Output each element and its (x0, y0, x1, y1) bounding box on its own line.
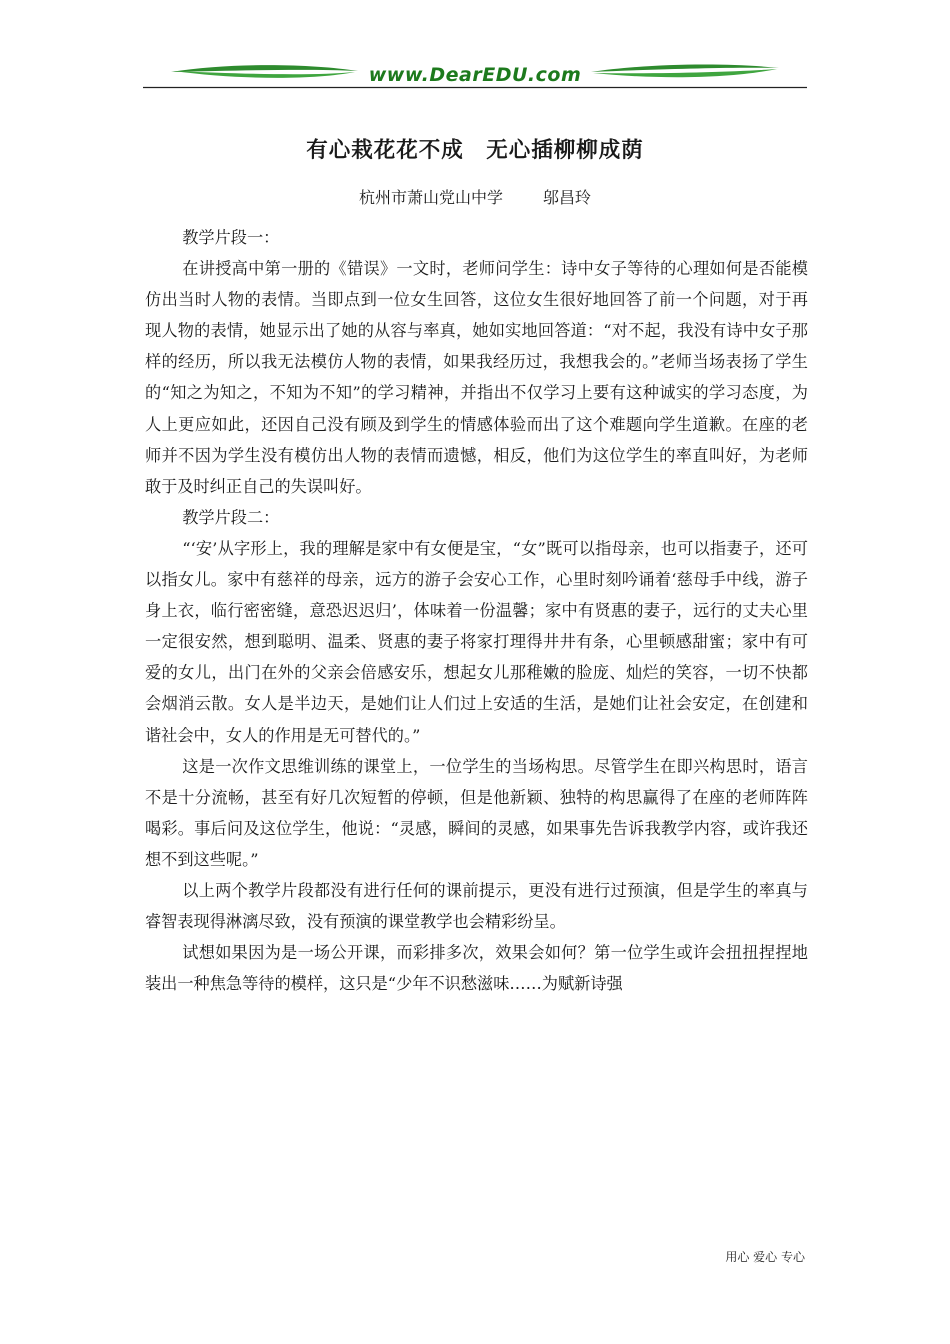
article-title: 有心栽花花不成 无心插柳柳成荫 (306, 138, 644, 163)
body-paragraph: “‘安’从字形上，我的理解是家中有女便是宝，“女”既可以指母亲，也可以指妻子，还可以指女儿。家中有慈祥的母亲，远方的游子会安心工作，心里时刻吟诵着‘慈母手中线，游子身上衣，临行密密缝，意恐迟迟归’，体味着一份温馨；家中有贤惠的妻子，远行的丈夫心里一定很安然，想到聪明、温柔、贤惠的妻子将家打理得井井有条，心里顿感甜蜜；家中有可爱的女儿，出门在外的父亲会倍感安乐，想起女儿那稚嫩的脸庞、灿烂的笑容，一切不快都会烟消云散。女人是半边天，是她们让人们过上安适的生活，是她们让社会安定，在创建和谐社会中，女人的作用是无可替代的。” (145, 538, 808, 745)
body-paragraph: 这是一次作文思维训练的课堂上，一位学生的当场构思。尽管学生在即兴构思时，语言不是十分流畅，甚至有好几次短暂的停顿，但是他新颖、独特的构思赢得了在座的老师阵阵喝彩。事后问及这位学生，他说：“灵感，瞬间的灵感，如果事先告诉我教学内容，或许我还想不到这些呢。” (145, 756, 808, 869)
author-name: 邬昌玲 (543, 188, 592, 207)
body-paragraph: 试想如果因为是一场公开课，而彩排多次，效果会如何？第一位学生或许会扭扭捏捏地装出一种焦急等待的模样，这只是“少年不识愁滋味……为赋新诗强 (145, 943, 808, 994)
page-footer: 用心 爱心 专心 (725, 1250, 805, 1264)
section-heading: 教学片段一： (182, 228, 280, 247)
body-paragraph: 在讲授高中第一册的《错误》一文时，老师问学生：诗中女子等待的心理如何是否能模仿出当时人物的表情。当即点到一位女生回答，这位女生很好地回答了前一个问题，对于再现人物的表情，她显示出了她的从容与率真，她如实地回答道：“对不起，我没有诗中女子那样的经历，所以我无法模仿人物的表情，如果我经历过，我想我会的。”老师当场表扬了学生的“知之为知之，不知为不知”的学习精神，并指出不仅学习上要有这种诚实的学习态度，为人上更应如此，还因自己没有顾及到学生的情感体验而出了这个难题向学生道歉。在座的老师并不因为学生没有模仿出人物的表情而遗憾，相反，他们为这位学生的率直叫好，为老师敢于及时纠正自己的失误叫好。 (145, 259, 808, 496)
byline (0, 185, 950, 208)
author-school: 杭州市萧山党山中学 (358, 188, 503, 207)
section-heading: 教学片段二： (182, 507, 280, 527)
article-body (145, 222, 808, 999)
body-paragraph: 以上两个教学片段都没有进行任何的课前提示，更没有进行过预演，但是学生的率真与睿智表现得淋漓尽致，没有预演的课堂教学也会精彩纷呈。 (145, 880, 808, 932)
site-logo-text: www.DearEDU.com (368, 64, 582, 86)
site-header (143, 58, 807, 92)
